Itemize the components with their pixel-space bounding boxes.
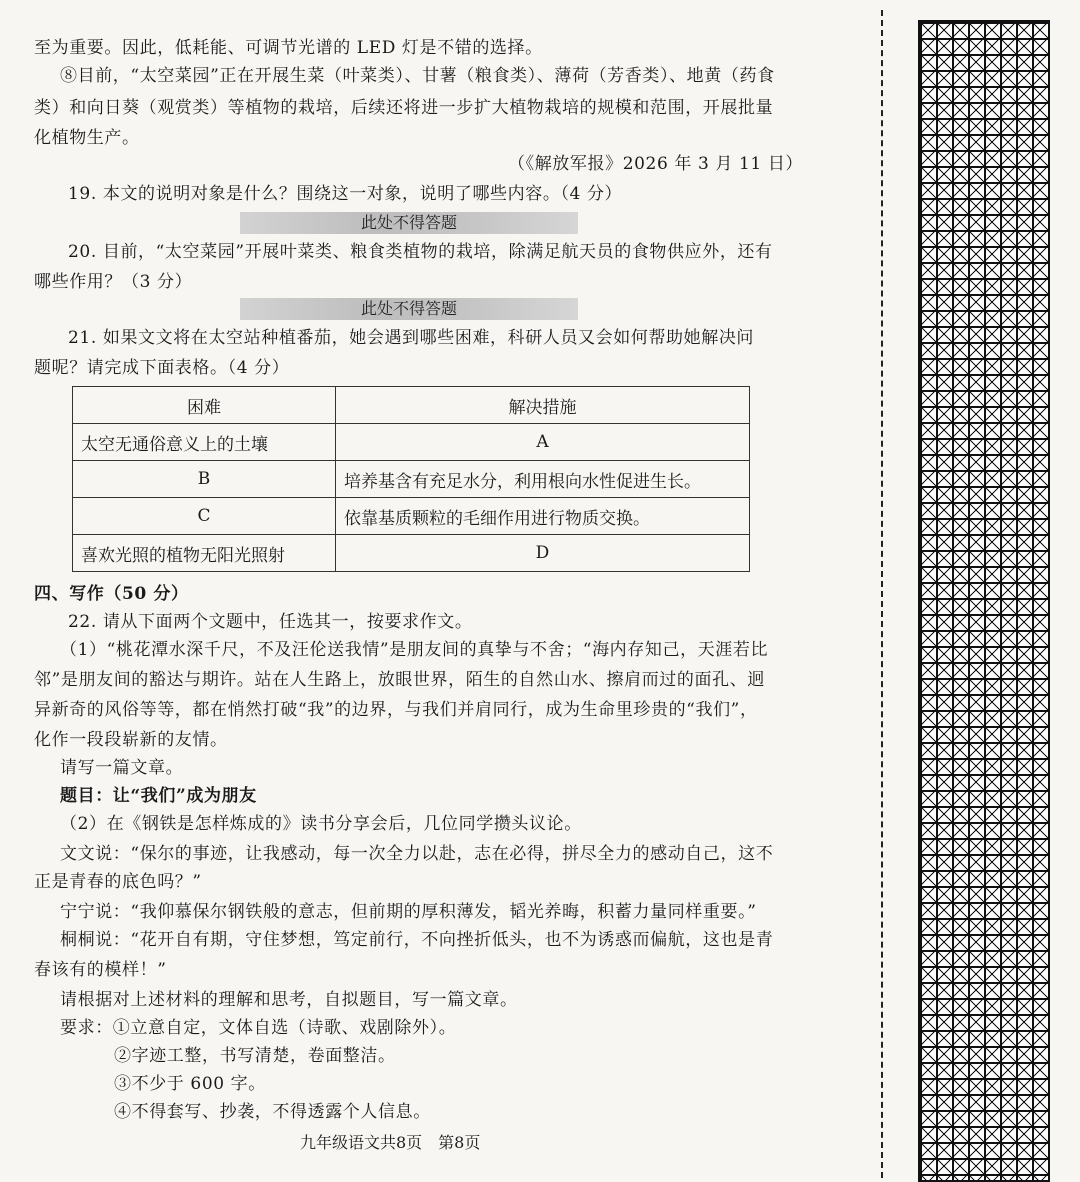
table-row <box>73 535 750 572</box>
passage-line: ⑧目前，“太空菜园”正在开展生菜（叶菜类）、甘薯（粮食类）、薄荷（芳香类）、地黄（药食 <box>60 66 775 86</box>
question-20-line: 哪些作用？（3 分） <box>34 272 193 292</box>
prompt-line: 异新奇的风俗等等，都在悄然打破“我”的边界，与我们并肩同行，成为生命里珍贵的“我们”， <box>34 700 758 720</box>
prompt-line: （1）“桃花潭水深千尺，不及汪伦送我情”是朋友间的真挚与不舍；“海内存知己，天涯若比 <box>60 640 769 660</box>
prompt-line: （2）在《钢铁是怎样炼成的》读书分享会后，几位同学攒头议论。 <box>60 814 582 834</box>
table-cell: D <box>336 535 750 572</box>
prompt-line: 文文说：“保尔的事迹，让我感动，每一次全力以赴，志在必得，拼尽全力的感动自己，这不 <box>60 844 774 864</box>
requirement-line: 要求：①立意自定，文体自选（诗歌、戏剧除外）。 <box>60 1018 457 1038</box>
table-cell: B <box>73 461 336 498</box>
passage-source: （《解放军报》2026 年 3 月 11 日） <box>508 154 804 174</box>
table-header-cell: 困难 <box>73 387 336 424</box>
passage-line: 至为重要。因此，低耗能、可调节光谱的 LED 灯是不错的选择。 <box>34 38 543 58</box>
prompt-line: 宁宁说：“我仰慕保尔钢铁般的意志，但前期的厚积薄发，韬光养晦，积蓄力量同样重要。” <box>60 902 757 922</box>
table-row <box>73 424 750 461</box>
passage-line: 类）和向日葵（观赏类）等植物的栽培，后续还将进一步扩大植物栽培的规模和范围，开展批量 <box>34 98 774 118</box>
question-21-line: 题呢？请完成下面表格。（4 分） <box>34 358 290 378</box>
table-row <box>73 498 750 535</box>
passage-line: 化植物生产。 <box>34 128 140 148</box>
table-cell: 培养基含有充足水分，利用根向水性促进生长。 <box>336 461 750 498</box>
question-19: 19. 本文的说明对象是什么？围绕这一对象，说明了哪些内容。（4 分） <box>68 184 623 204</box>
requirement-line: ④不得套写、抄袭，不得透露个人信息。 <box>114 1102 431 1122</box>
requirement-line: ③不少于 600 字。 <box>114 1074 266 1094</box>
page-footer: 九年级语文共8页 第8页 <box>300 1133 481 1152</box>
requirement-line: ②字迹工整，书写清楚，卷面整洁。 <box>114 1046 396 1066</box>
table-cell: C <box>73 498 336 535</box>
crosshatch-margin-pattern <box>918 20 1050 1182</box>
table-cell: A <box>336 424 750 461</box>
table-header-row <box>73 387 750 424</box>
question-20-line: 20. 目前，“太空菜园”开展叶菜类、粮食类植物的栽培，除满足航天员的食物供应外，还有 <box>68 242 773 262</box>
question-21-line: 21. 如果文文将在太空站种植番茄，她会遇到哪些困难，科研人员又会如何帮助她解决问 <box>68 328 755 348</box>
no-answer-banner: 此处不得答题 <box>240 298 578 320</box>
prompt-line: 桐桐说：“花开自有期，守住梦想，笃定前行，不向挫折低头，也不为诱惑而偏航，这也是青 <box>60 930 774 950</box>
prompt-line: 化作一段段崭新的友情。 <box>34 730 228 750</box>
no-answer-banner: 此处不得答题 <box>240 212 578 234</box>
table-header-cell: 解决措施 <box>336 387 750 424</box>
difficulty-solution-table <box>72 386 750 572</box>
prompt-title: 题目：让“我们”成为朋友 <box>60 786 257 806</box>
table-cell: 喜欢光照的植物无阳光照射 <box>73 535 336 572</box>
section-heading: 四、写作（50 分） <box>34 584 189 604</box>
binding-cut-line <box>881 10 883 1178</box>
prompt-line: 邻”是朋友间的豁达与期许。站在人生路上，放眼世界，陌生的自然山水、擦肩而过的面孔、迥 <box>34 670 765 690</box>
prompt-line: 正是青春的底色吗？” <box>34 872 202 892</box>
prompt-line: 请根据对上述材料的理解和思考，自拟题目，写一篇文章。 <box>60 990 518 1010</box>
prompt-line: 春该有的模样！” <box>34 960 167 980</box>
table-cell: 太空无通俗意义上的土壤 <box>73 424 336 461</box>
table-cell: 依靠基质颗粒的毛细作用进行物质交换。 <box>336 498 750 535</box>
prompt-line: 请写一篇文章。 <box>60 758 184 778</box>
question-22: 22. 请从下面两个文题中，任选其一，按要求作文。 <box>68 612 473 632</box>
table-row <box>73 461 750 498</box>
